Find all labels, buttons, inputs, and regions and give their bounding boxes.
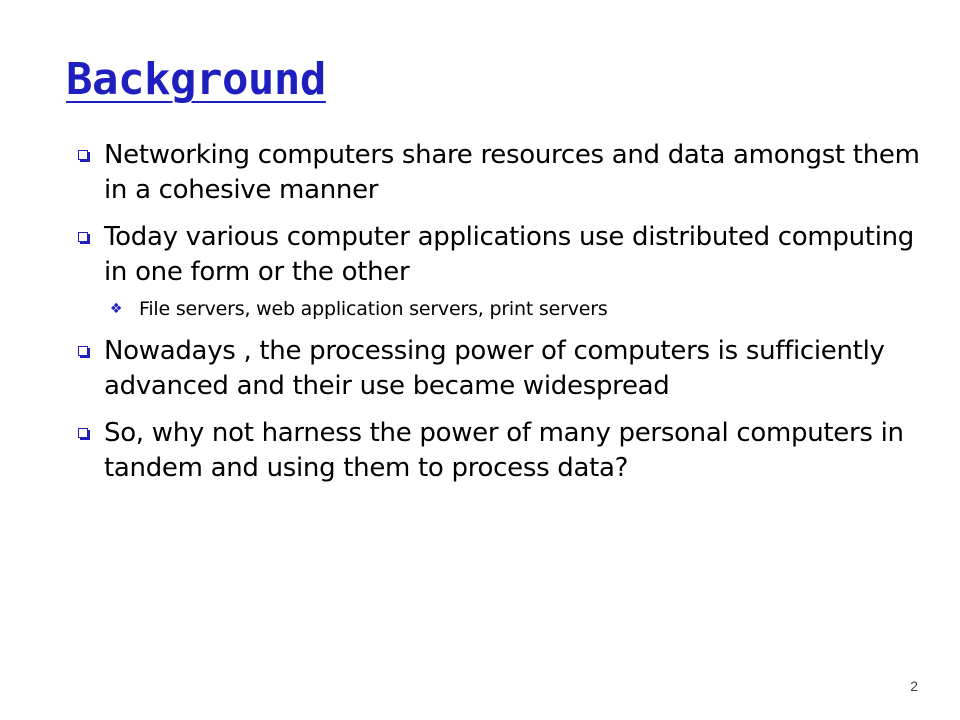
square-bullet-icon	[78, 150, 88, 160]
slide-title: Background	[66, 54, 326, 105]
diamond-bullet-icon: ❖	[109, 301, 123, 317]
bullet-item	[78, 334, 938, 404]
bullet-text: Today various computer applications use distributed computing in one form or the other	[104, 222, 914, 287]
sub-bullet-item	[78, 296, 938, 322]
square-bullet-icon	[78, 428, 88, 438]
square-bullet-icon	[78, 232, 88, 242]
bullet-text: Networking computers share resources and data amongst them in a cohesive manner	[104, 140, 920, 205]
bullet-item	[78, 220, 938, 290]
bullet-text: So, why not harness the power of many personal computers in tandem and using them to process data?	[104, 418, 904, 483]
bullet-item	[78, 416, 938, 486]
bullet-list	[78, 138, 938, 486]
bullet-item	[78, 138, 938, 208]
page-number: 2	[910, 678, 918, 694]
sub-bullet-text: File servers, web application servers, print servers	[139, 298, 608, 320]
bullet-text: Nowadays , the processing power of computers is sufficiently advanced and their use became widespread	[104, 336, 885, 401]
square-bullet-icon	[78, 346, 88, 356]
